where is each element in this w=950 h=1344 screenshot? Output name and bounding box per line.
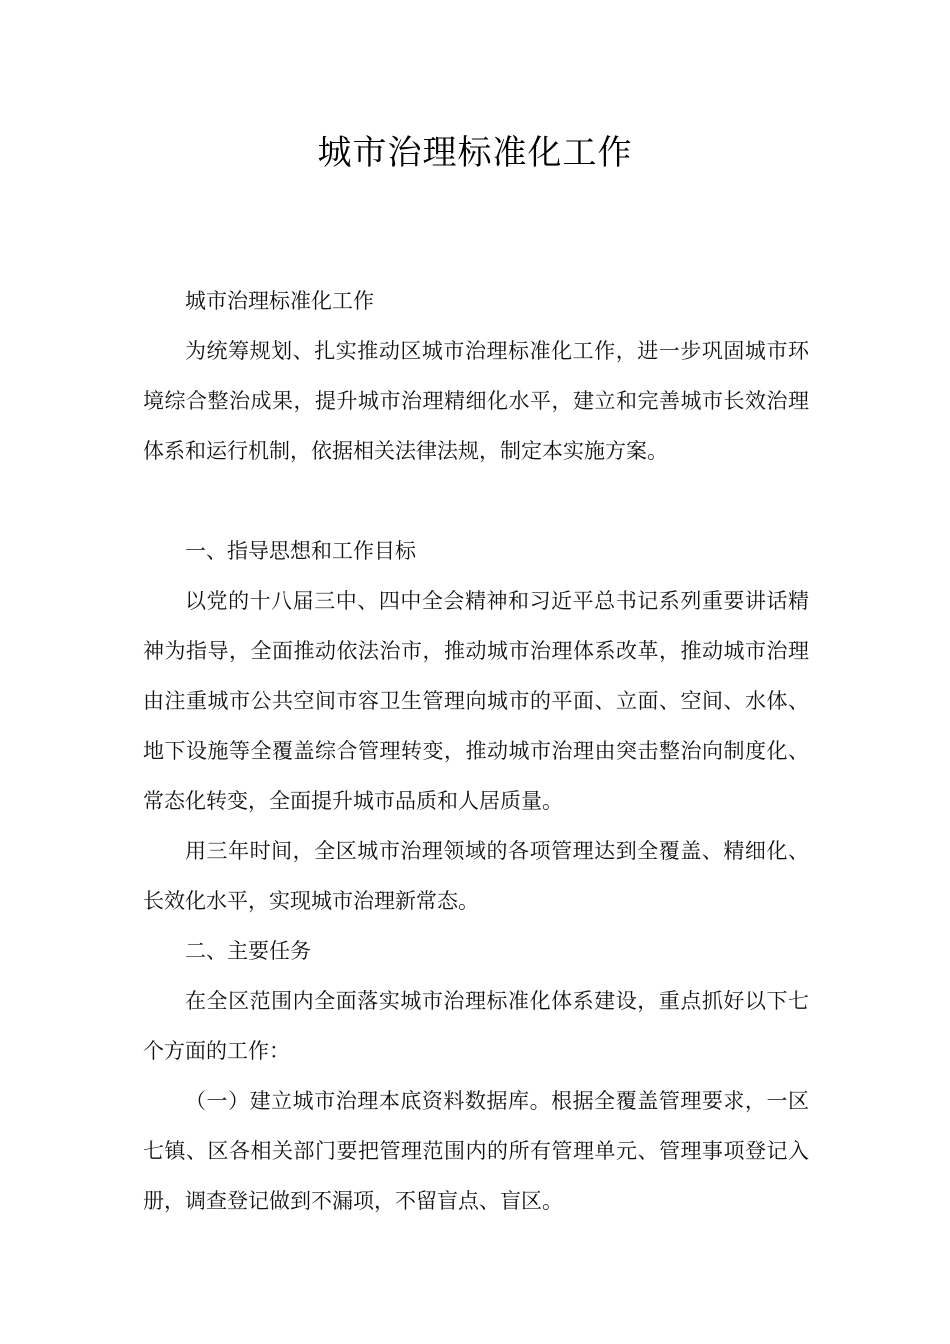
- paragraph-main-tasks: 在全区范围内全面落实城市治理标准化体系建设，重点抓好以下七个方面的工作：: [143, 989, 809, 1063]
- section-heading-2: 二、主要任务: [185, 939, 311, 963]
- paragraph-subtitle: 城市治理标准化工作: [185, 289, 374, 313]
- paragraph-task-1: （一）建立城市治理本底资料数据库。根据全覆盖管理要求，一区七镇、区各相关部门要把管理范围内的所有管理单元、管理事项登记入册，调查登记做到不漏项，不留盲点、盲区。: [143, 1089, 809, 1213]
- paragraph-spacer: [143, 476, 809, 526]
- document-body: [143, 276, 809, 1226]
- paragraph-goal: 用三年时间，全区城市治理领域的各项管理达到全覆盖、精细化、长效化水平，实现城市治理新常态。: [143, 839, 809, 913]
- paragraph-intro: 为统筹规划、扎实推动区城市治理标准化工作，进一步巩固城市环境综合整治成果，提升城市治理精细化水平，建立和完善城市长效治理体系和运行机制，依据相关法律法规，制定本实施方案。: [143, 339, 809, 463]
- document-title: 城市治理标准化工作: [317, 133, 633, 173]
- section-heading-1: 一、指导思想和工作目标: [185, 539, 416, 563]
- paragraph-guiding-ideology: 以党的十八届三中、四中全会精神和习近平总书记系列重要讲话精神为指导，全面推动依法治市，推动城市治理体系改革，推动城市治理由注重城市公共空间市容卫生管理向城市的平面、立面、空间、水体、地下设施等全覆盖综合管理转变，推动城市治理由突击整治向制度化、常态化转变，全面提升城市品质和人居质量。: [143, 589, 809, 813]
